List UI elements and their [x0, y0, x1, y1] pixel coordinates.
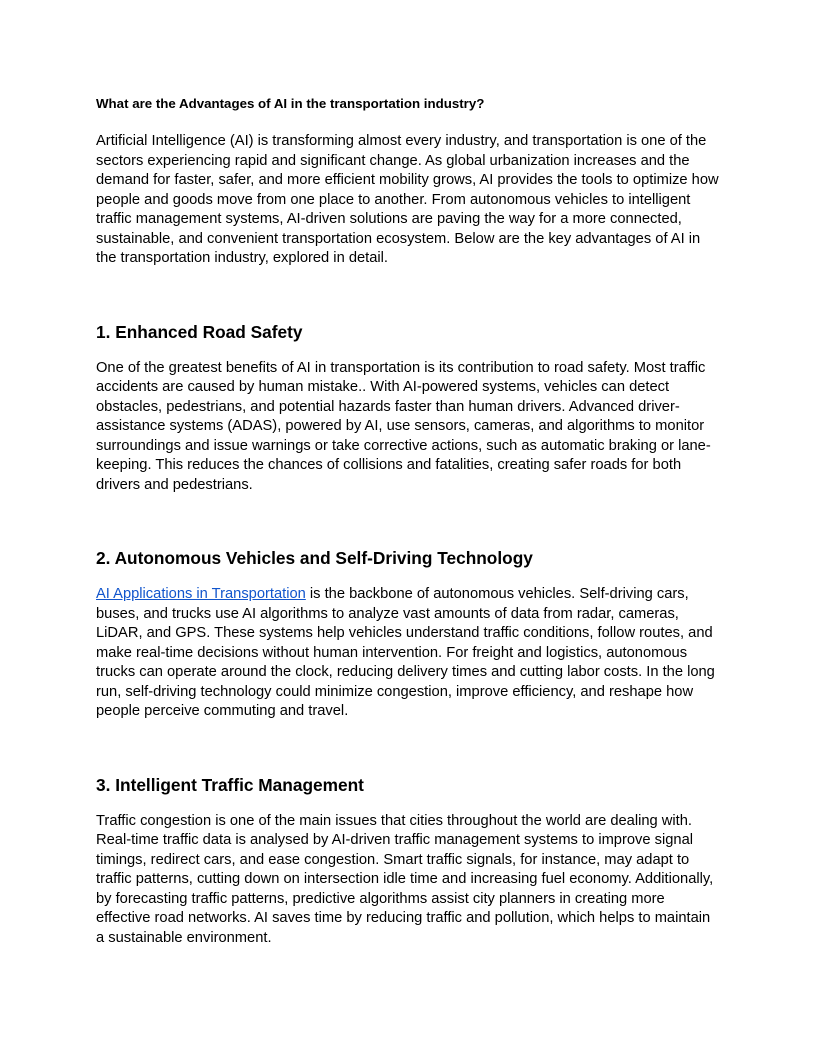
intro-paragraph: Artificial Intelligence (AI) is transforming almost every industry, and transportation is one of the sectors experiencing rapid and significant change. As global urbanization increases and the demand for faster, safer, and more efficient mobility grows, AI provides the tools to optimize how people and goods move from one place to another. From autonomous vehicles to intelligent traffic management systems, AI-driven solutions are paving the way for a more connected, sustainable, and convenient transportation ecosystem. Below are the key advantages of AI in the transportation industry, explored in detail.	[96, 133, 719, 266]
ai-applications-link[interactable]: AI Applications in Transportation	[96, 586, 306, 602]
section-autonomous-vehicles	[96, 546, 722, 722]
section-traffic-management	[96, 773, 722, 949]
document-page	[96, 94, 722, 948]
section-body-traffic-management: Traffic congestion is one of the main issues that cities throughout the world are dealing with. Real-time traffic data is analysed by AI-driven traffic management systems to improve signal timings, redirect cars, and ease congestion. Smart traffic signals, for instance, may adapt to traffic patterns, cutting down on intersection idle time and increasing fuel economy. Additionally, by forecasting traffic patterns, predictive algorithms assist city planners in creating more effective road networks. AI saves time by reducing traffic and pollution, which helps to maintain a sustainable environment.	[96, 812, 714, 946]
section-heading-road-safety: 1. Enhanced Road Safety	[96, 321, 303, 342]
section-heading-traffic-management: 3. Intelligent Traffic Management	[96, 774, 364, 795]
document-title: What are the Advantages of AI in the transportation industry?	[96, 96, 485, 111]
section-road-safety	[96, 320, 722, 496]
section-heading-autonomous-vehicles: 2. Autonomous Vehicles and Self-Driving Technology	[96, 548, 533, 568]
section-body-road-safety: One of the greatest benefits of AI in transportation is its contribution to road safety. Most traffic accidents are caused by human mistake.. With AI-powered systems, vehicles can detect obstacles, pedestrians, and potential hazards faster than human drivers. Advanced driver-assistance systems (ADAS), powered by AI, use sensors, cameras, and algorithms to monitor surroundings and issue warnings or take corrective actions, such as automatic braking or lane-keeping. This reduces the chances of collisions and fatalities, creating safer roads for both drivers and pedestrians.	[96, 359, 711, 493]
section-body-autonomous-text: is the backbone of autonomous vehicles. Self-driving cars, buses, and trucks use AI algorithms to analyze vast amounts of data from radar, cameras, LiDAR, and GPS. These systems help vehicles understand traffic conditions, follow routes, and make real-time decisions without human intervention. For freight and logistics, autonomous trucks can operate around the clock, reducing delivery times and cutting labor costs. In the long run, self-driving technology could minimize congestion, improve efficiency, and reshape how people perceive commuting and travel.	[96, 586, 715, 719]
section-body-autonomous-vehicles	[96, 585, 722, 722]
